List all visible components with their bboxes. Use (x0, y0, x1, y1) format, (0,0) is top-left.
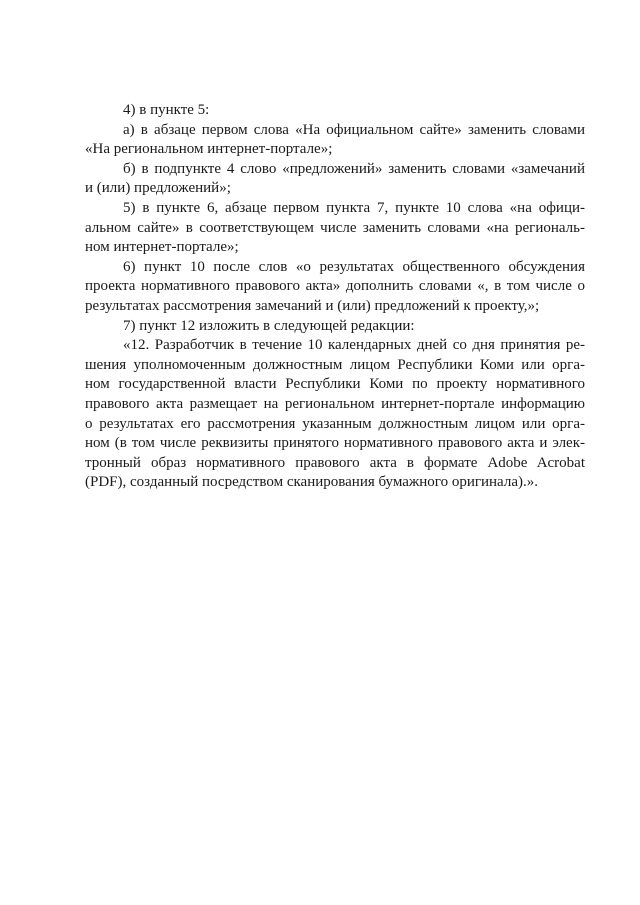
text-line: ном интернет-портале»; (85, 239, 239, 256)
paragraph-item-6 (85, 258, 585, 317)
text-line: ном (в том числе реквизиты принятого нормативного правового акта и элек- (85, 435, 585, 452)
text-line: 5) в пункте 6, абзаце первом пункта 7, пункте 10 слова «на офици- (123, 199, 585, 216)
text-line: правового акта размещает на региональном интернет-портале информацию (85, 395, 585, 412)
text-line: «12. Разработчик в течение 10 календарных дней со дня принятия ре- (123, 337, 585, 354)
text-line: проекта нормативного правового акта» дополнить словами «, в том числе о (85, 278, 585, 295)
text-line: (PDF), созданный посредством сканирования бумажного оригинала).». (85, 474, 538, 491)
text-line: а) в абзаце первом слова «На официальном сайте» заменить словами (123, 121, 585, 138)
text-line: и (или) предложений»; (85, 180, 231, 197)
text-line: «На региональном интернет-портале»; (85, 141, 333, 158)
text-line: 4) в пункте 5: (123, 102, 210, 118)
text-line: тронный образ нормативного правового акта в формате Adobe Acrobat (85, 454, 585, 471)
paragraph-item-4 (85, 101, 585, 121)
text-line: 6) пункт 10 после слов «о результатах общественного обсуждения (123, 258, 585, 275)
text-line: б) в подпункте 4 слово «предложений» заменить словами «замечаний (123, 160, 585, 177)
text-line: шения уполномоченным должностным лицом Республики Коми или орга- (85, 356, 585, 373)
text-line: результатах рассмотрения замечаний и (или) предложений к проекту,»; (85, 297, 540, 314)
text-line: ном государственной власти Республики Коми по проекту нормативного (85, 376, 585, 393)
paragraph-item-5 (85, 199, 585, 258)
paragraph-item-12-text (85, 336, 585, 493)
text-line: 7) пункт 12 изложить в следующей редакции: (123, 317, 415, 334)
text-line: о результатах его рассмотрения указанным должностным лицом или орга- (85, 415, 585, 432)
document-body (85, 101, 585, 493)
paragraph-item-4a (85, 121, 585, 160)
paragraph-item-4b (85, 160, 585, 199)
text-line: альном сайте» в соответствующем числе заменить словами «на региональ- (85, 219, 585, 236)
paragraph-item-7 (85, 317, 585, 337)
